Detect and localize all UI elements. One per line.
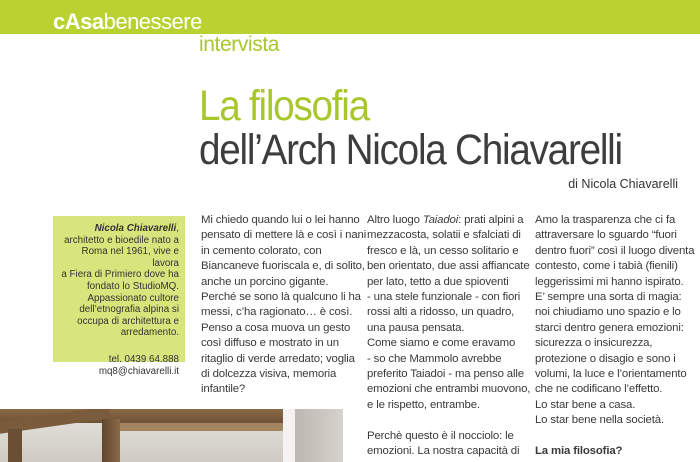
body-text-line: starci dentro genera emozioni: <box>535 321 684 334</box>
author-bio-line: arredamento. <box>120 327 179 339</box>
body-text-line: messi, c’ha ragionato… è così. <box>201 306 353 319</box>
body-text-line: ben orientato, due assi affiancate <box>367 260 530 273</box>
body-text-line: rossi alti a ridosso, un quadro, <box>367 306 515 319</box>
body-text-line: per lato, tetto a due spioventi <box>367 275 509 288</box>
text-column-1 <box>201 213 367 398</box>
article-title-line2: dell’Arch Nicola Chiavarelli <box>199 126 622 174</box>
place-name-italic: Taiadoi <box>422 214 459 226</box>
text-column-2 <box>367 213 531 459</box>
body-text-line <box>367 213 524 228</box>
body-text-line: di dolcezza visiva, memoria <box>201 368 337 381</box>
text-column-3 <box>535 213 695 459</box>
body-text-line: Lo star bene nella società. <box>535 414 664 427</box>
article-title-line1: La filosofia <box>199 82 369 130</box>
author-name: Nicola Chiavarelli <box>94 223 177 234</box>
body-text-line: in cemento colorato, con <box>201 244 322 257</box>
author-info-box <box>53 216 185 377</box>
body-text-line: Amo la trasparenza che ci fa <box>535 214 676 226</box>
body-text-line: - so che Mammolo avrebbe <box>367 352 502 365</box>
body-text-line: mezzacosta, solatii e sfalciati di <box>367 229 521 242</box>
author-bio-line: Roma nel 1961, vive e lavora <box>81 246 179 269</box>
section-tag: intervista <box>199 33 280 56</box>
paragraph-gap <box>367 413 519 428</box>
body-text-line: Penso a cosa muova un gesto <box>201 321 351 334</box>
body-text-line: preferito Taiadoi - ma penso alle <box>367 368 524 381</box>
body-text-line: fresco e là, un cesso solitario e <box>367 244 519 257</box>
author-bio-line: dell’etnografia alpina si <box>79 304 179 316</box>
body-text-line: protezione o disagio e sono i <box>535 352 676 365</box>
body-text-line: che ne codificano l’effetto. <box>535 383 663 396</box>
column-subheading: La mia filosofia? <box>535 445 623 458</box>
brand-part1: cAsa <box>53 9 104 34</box>
body-text-line: una pausa pensata. <box>367 321 465 334</box>
body-text-line: Perché se sono là qualcuno li ha <box>201 291 361 304</box>
author-bio <box>59 235 179 339</box>
magazine-section-label <box>53 10 202 34</box>
author-bio-line: architetto e bioedile nato a <box>64 234 179 246</box>
body-text-fragment: Altro luogo <box>367 214 423 226</box>
author-email: mq8@chiavarelli.it <box>98 365 179 377</box>
body-text-line: sicurezza o insicurezza, <box>535 337 653 350</box>
body-text-line: E’ sempre una sorta di magia: <box>535 291 682 304</box>
body-text-line: infantile? <box>201 383 246 396</box>
body-text-line: attraversare lo sguardo “fuori <box>535 229 677 242</box>
body-text-line: emozioni che entrambi muovono, <box>367 383 531 396</box>
photo-white-pillar <box>283 409 295 462</box>
body-text-fragment: : prati alpini a <box>458 214 524 226</box>
body-text-line: contesto, come i tabià (fienili) <box>535 260 678 273</box>
body-text-line: così diffuso e mostrato in un <box>201 337 339 350</box>
body-text-line: pensato di mettere là e così i nani <box>201 229 367 242</box>
body-text-line: anche un porcino gigante. <box>201 275 329 288</box>
photo-wooden-post <box>102 419 120 462</box>
body-text-line: Lo star bene a casa. <box>535 398 636 411</box>
body-text-line: ritaglio di verde arredato; voglia <box>201 352 355 365</box>
author-bio-line: occupa di architettura e <box>77 315 179 327</box>
author-bio-line: fondato lo StudioMQ. <box>86 280 179 292</box>
author-bio-line: a Fiera di Primiero dove ha <box>61 269 179 281</box>
photo-wooden-post <box>8 429 22 462</box>
body-text-line: Biancaneve fuoriscala e, di solito, <box>201 260 365 273</box>
author-contacts <box>59 354 179 377</box>
body-text-line: emozioni. La nostra capacità di <box>367 445 520 458</box>
body-text-line: Mi chiedo quando lui o lei hanno <box>201 214 360 226</box>
interior-photo <box>0 409 343 462</box>
author-bio-line: Appassionato cultore <box>87 292 179 304</box>
article-byline: di Nicola Chiavarelli <box>568 177 678 191</box>
photo-ceiling <box>120 423 290 431</box>
body-text-line: noi chiudiamo uno spazio e lo <box>535 306 681 319</box>
body-text-line: Perchè questo è il nocciolo: le <box>367 429 514 442</box>
paragraph-gap <box>535 429 691 444</box>
brand-part2: benessere <box>103 9 202 34</box>
body-text-line: leggerissimi mi hanno ispirato. <box>535 275 684 288</box>
body-text-line: Come siamo e come eravamo <box>367 337 516 350</box>
photo-shadow-area <box>295 409 343 462</box>
body-text-line: - una stele funzionale - con fiori <box>367 291 521 304</box>
author-name-line: Nicola Chiavarelli, <box>94 223 179 234</box>
body-text-line: volumi, la luce e l’orientamento <box>535 368 687 381</box>
body-text-line: dentro fuori” così il luogo diventa <box>535 244 695 257</box>
body-text-line: e le rispetto, entrambe. <box>367 398 480 411</box>
author-phone: tel. 0439 64.888 <box>108 353 179 365</box>
